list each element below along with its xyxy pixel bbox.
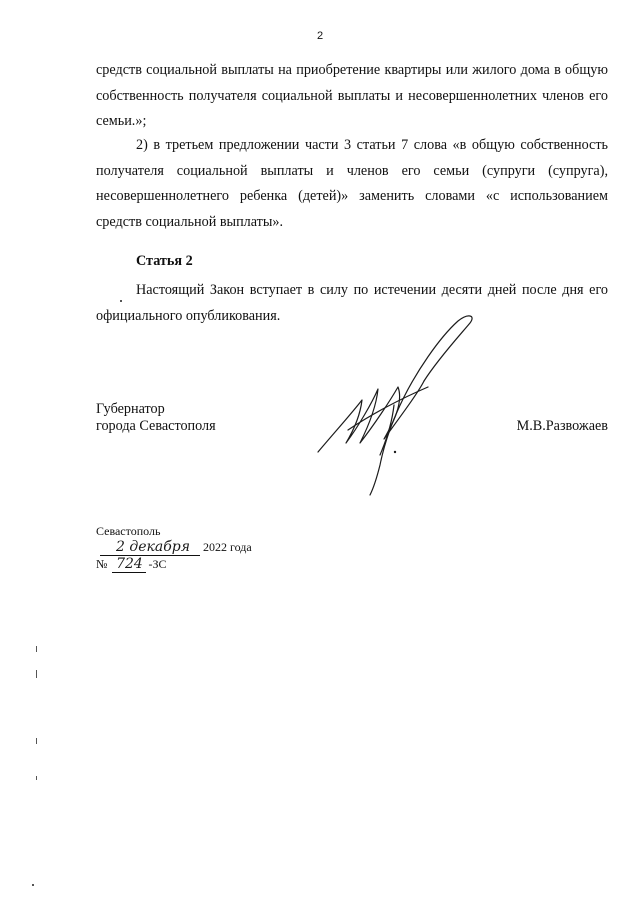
handwritten-signature (300, 305, 480, 500)
scan-speck (36, 646, 37, 652)
scan-speck (120, 300, 122, 302)
article-2-heading: Статья 2 (136, 253, 193, 269)
paragraph-continuation: средств социальной выплаты на приобретение квартиры или жилого дома в общую собственность получателя социальной выплаты и несовершеннолетних членов его семьи.»; (96, 62, 608, 129)
law-text-continuation (96, 58, 608, 135)
signature-stroke-main (318, 381, 424, 452)
page-number: 2 (316, 30, 324, 42)
signature-stroke-loop (370, 316, 472, 495)
enactment-place: Севастополь (96, 524, 161, 538)
law-text-amendment (96, 133, 608, 235)
handwritten-law-number: 724 (112, 556, 146, 573)
signatory-title-line-1: Губернатор (96, 401, 165, 417)
handwritten-date: 2 декабря (100, 539, 200, 556)
paragraph-amendment-2: 2) в третьем предложении части 3 статьи 7 слова «в общую собственность получателя социальной выплаты и членов его семьи (супруги (супруга), несовершеннолетнего ребенка (детей)» заменить словами «с использованием средств социальной выплаты». (96, 137, 608, 230)
signatory-title-line-2: города Севастополя (96, 418, 216, 434)
law-number-suffix: -ЗС (148, 557, 167, 571)
scan-speck (36, 670, 37, 678)
scan-speck (32, 884, 34, 886)
enactment-date-line (96, 539, 252, 556)
signatory-name: М.В.Развожаев (516, 418, 608, 434)
enactment-year: 2022 года (203, 540, 252, 554)
scan-speck (36, 738, 37, 744)
signature-dot (394, 451, 396, 453)
enactment-details (96, 523, 252, 573)
signatory-title (96, 401, 216, 435)
enactment-number-line (96, 556, 252, 573)
article-2-text: Настоящий Закон вступает в силу по истечении десяти дней после дня его официального опубликования. (96, 282, 608, 324)
number-sign: № (96, 557, 108, 571)
scan-speck (36, 776, 37, 780)
